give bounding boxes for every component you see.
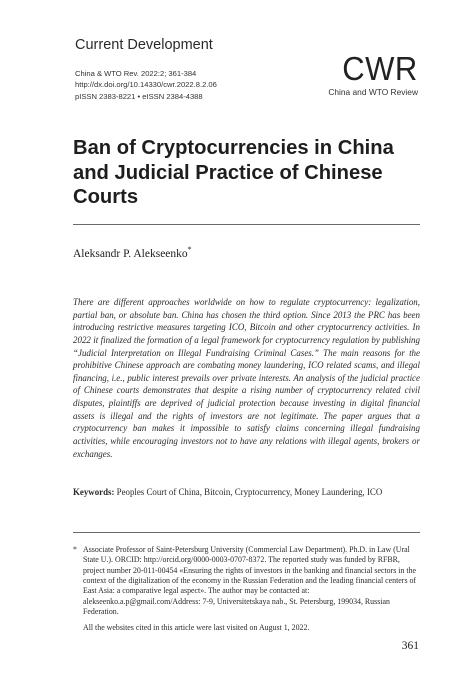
doi-link[interactable]: http://dx.doi.org/10.14330/cwr.2022.8.2.06	[75, 80, 217, 90]
author-line	[73, 245, 192, 260]
section-label: Current Development	[75, 37, 213, 53]
footnote	[73, 545, 420, 634]
title-divider	[73, 224, 420, 225]
keywords	[73, 487, 420, 497]
page-number: 361	[401, 640, 419, 652]
websites-note: All the websites cited in this article were last visited on August 1, 2022.	[83, 623, 310, 633]
footnote-divider	[73, 532, 420, 533]
journal-citation: China & WTO Rev. 2022:2; 361-384	[75, 69, 197, 78]
article-title: Ban of Cryptocurrencies in China and Judicial Practice of Chinese Courts	[73, 137, 394, 208]
abstract: There are different approaches worldwide on how to regulate cryptocurrency: legalization, partial ban, or absolute ban. China has chosen the third option. Since 2013 the PRC has been introducing restrictive measures targeting ICO, Bitcoin and other cryptocurrency activities. In 2022 it finalized the formation of a legal framework for cryptocurrency regulation by publishing “Judicial Interpretation on Illegal Fundraising Criminal Cases.” The main reasons for the prohibitive Chinese approach are combating money laundering, ICO related scams, and illegal financing, i.e., public interest prevails over private interests. An analysis of the judicial practice of Chinese courts demonstrates that despite a rising number of cryptocurrency related civil disputes, plaintiffs are deprived of judicial protection because investing in digital financial assets is illegal and the rights of investors are not legitimate. The paper argues that a cryptocurrency ban makes it impossible to satisfy claims concerning illegal fundraising activities, while encouraging investors not to have any relations with illegal agents, brokers or exchanges.	[73, 297, 420, 459]
issn: pISSN 2383-8221 • eISSN 2384-4388	[75, 91, 203, 101]
keywords-label: Keywords:	[73, 487, 115, 497]
journal-logo	[328, 52, 418, 97]
footnote-marker: *	[73, 545, 77, 554]
footnote-text: Associate Professor of Saint-Petersburg University (Commercial Law Department). Ph.D. in Law (Ural State U.). ORCID: http://orcid.org/0000-0003-0707-8372. The reported study was funded by RFBR, project number 20-011-00454 «Ensuring the rights of investors in the banking and financial sectors in the context of the digitalization of the economy in the Russian Federation and the leading financial centers of East Asia: a comparative legal aspect». The author may be contacted at: alekseenko.a.p@gmail.com/Address: 7-9, Universitetskaya nab., St. Petersburg, 199034, Russian Federation.	[83, 545, 417, 617]
logo-mark: CWR	[342, 50, 418, 87]
keywords-list: Peoples Court of China, Bitcoin, Cryptocurrency, Money Laundering, ICO	[116, 487, 383, 497]
author-footnote-marker[interactable]: *	[187, 245, 192, 254]
author-name: Aleksandr P. Alekseenko	[73, 247, 188, 260]
article-meta	[75, 68, 217, 102]
logo-subtitle: China and WTO Review	[328, 87, 418, 97]
